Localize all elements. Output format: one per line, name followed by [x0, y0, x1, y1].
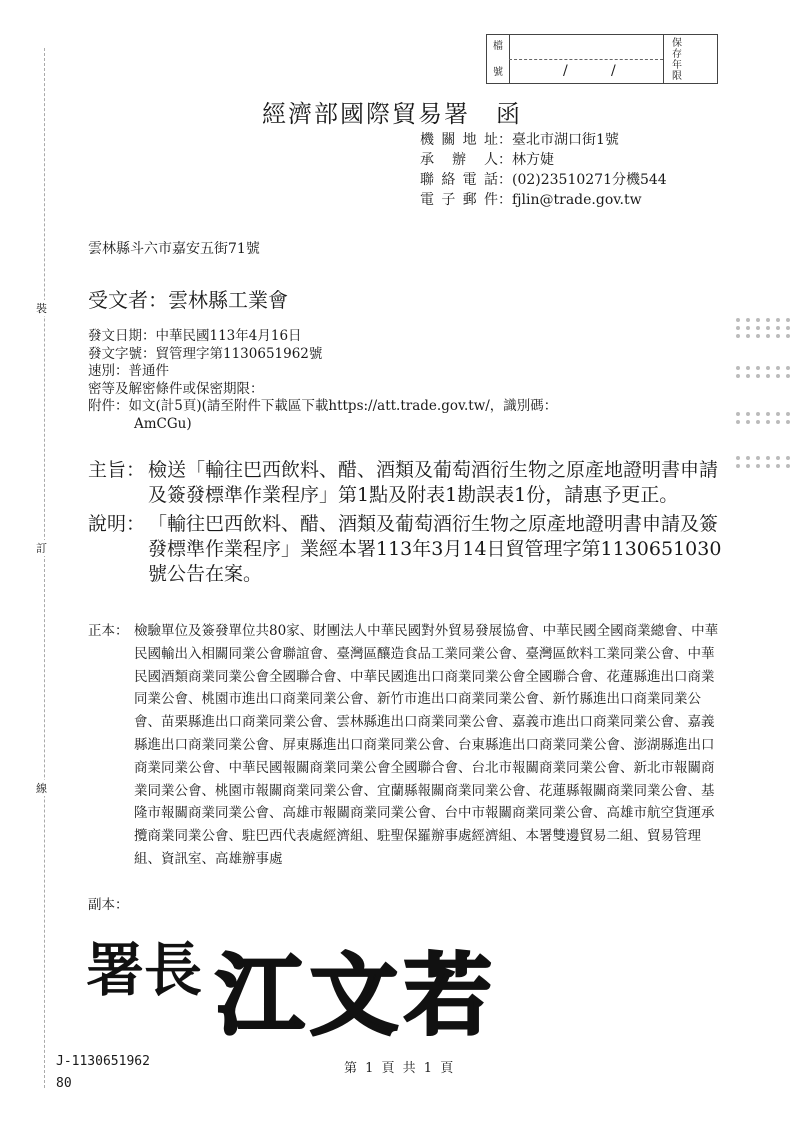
scan-dots: [736, 412, 792, 424]
signature-name: 江文若: [216, 943, 499, 1047]
stamp-slash: /: [611, 63, 616, 79]
security-level: 密等及解密條件或保密期限：: [88, 380, 264, 397]
explanation-label: 說明：: [88, 513, 146, 535]
document-meta: [88, 328, 728, 433]
attachment: 附件：如文(計5頁)(請至附件下載區下載https://att.trade.gov.tw/，識別碼：: [88, 398, 558, 414]
retention-label: 保存年限: [672, 38, 682, 82]
binding-mark: 訂: [36, 542, 47, 555]
distribution-list: [88, 620, 720, 871]
binding-line: [44, 48, 45, 1088]
scan-dots: [736, 318, 792, 338]
recipient: 受文者：雲林縣工業會: [88, 288, 288, 312]
speed: 速別：普通件: [88, 363, 169, 379]
agency-title: 經濟部國際貿易署 函: [262, 100, 522, 128]
subject-paragraph: [88, 458, 728, 508]
copy-recipients-label: 副本：: [88, 897, 129, 913]
explanation-text: 「輸往巴西飲料、醋、酒類及葡萄酒衍生物之原產地證明書申請及簽發標準作業程序」業經本署113年3月14日貿管理字第1130651030號公告在案。: [148, 513, 722, 585]
scan-dots: [736, 366, 792, 378]
recipient-address: 雲林縣斗六市嘉安五街71號: [88, 241, 260, 257]
scan-dots: [736, 456, 792, 468]
attachment-code: AmCGu): [134, 415, 192, 432]
signature-title: 署長: [86, 936, 203, 1004]
page-info: 第 1 頁 共 1 頁: [344, 1061, 454, 1076]
binding-mark: 裝: [36, 302, 47, 315]
explanation-paragraph: [88, 512, 728, 587]
issue-date: 發文日期：中華民國113年4月16日: [88, 328, 302, 344]
contact-person: 承 辦 人：林方婕: [420, 152, 554, 168]
binding-mark: 線: [36, 782, 47, 795]
contact-phone: 聯絡電話：(02)23510271分機544: [420, 172, 667, 188]
document-number: 發文字號：貿管理字第1130651962號: [88, 345, 323, 362]
subject-label: 主旨：: [88, 459, 146, 481]
document-code: J-1130651962: [56, 1054, 150, 1069]
contact-email: 電子郵件：fjlin@trade.gov.tw: [420, 192, 642, 208]
director-signature: [86, 928, 499, 1047]
contact-address: 機關地址：臺北市湖口街1號: [420, 132, 619, 148]
main-recipients-label: 正本：: [88, 623, 129, 639]
page-number: 80: [56, 1076, 72, 1091]
file-label: 檔: [493, 41, 503, 52]
contact-block: [420, 130, 667, 210]
number-label: 號: [493, 67, 503, 78]
archive-stamp-box: [486, 34, 718, 84]
subject-text: 檢送「輸往巴西飲料、醋、酒類及葡萄酒衍生物之原產地證明書申請及簽發標準作業程序」第1點及附表1勘誤表1份，請惠予更正。: [148, 459, 719, 506]
main-body: [88, 458, 728, 587]
main-recipients-text: 檢驗單位及簽發單位共80家、財團法人中華民國對外貿易發展協會、中華民國全國商業總會、中華民國輸出入相關同業公會聯誼會、臺灣區釀造食品工業同業公會、臺灣區飲料工業同業公會、中華民國酒類商業同業公會全國聯合會、中華民國進出口商業同業公會全國聯合會、花蓮縣進出口商業同業公會、桃園市進出口商業同業公會、新竹市進出口商業同業公會、新竹縣進出口商業同業公會、苗栗縣進出口商業同業公會、雲林縣進出口商業同業公會、嘉義市進出口商業同業公會、嘉義縣進出口商業同業公會、屏東縣進出口商業同業公會、台東縣進出口商業同業公會、澎湖縣進出口商業同業公會、中華民國報關商業同業公會全國聯合會、台北市報關商業同業公會、新北市報關商業同業公會、桃園市報關商業同業公會、宜蘭縣報關商業同業公會、花蓮縣報關商業同業公會、基隆市報關商業同業公會、高雄市報關商業同業公會、台中市報關商業同業公會、高雄市航空貨運承攬商業同業公會、駐巴西代表處經濟組、駐聖保羅辦事處經濟組、本署雙邊貿易二組、貿易管理組、資訊室、高雄辦事處: [134, 623, 719, 867]
stamp-slash: /: [563, 63, 568, 79]
